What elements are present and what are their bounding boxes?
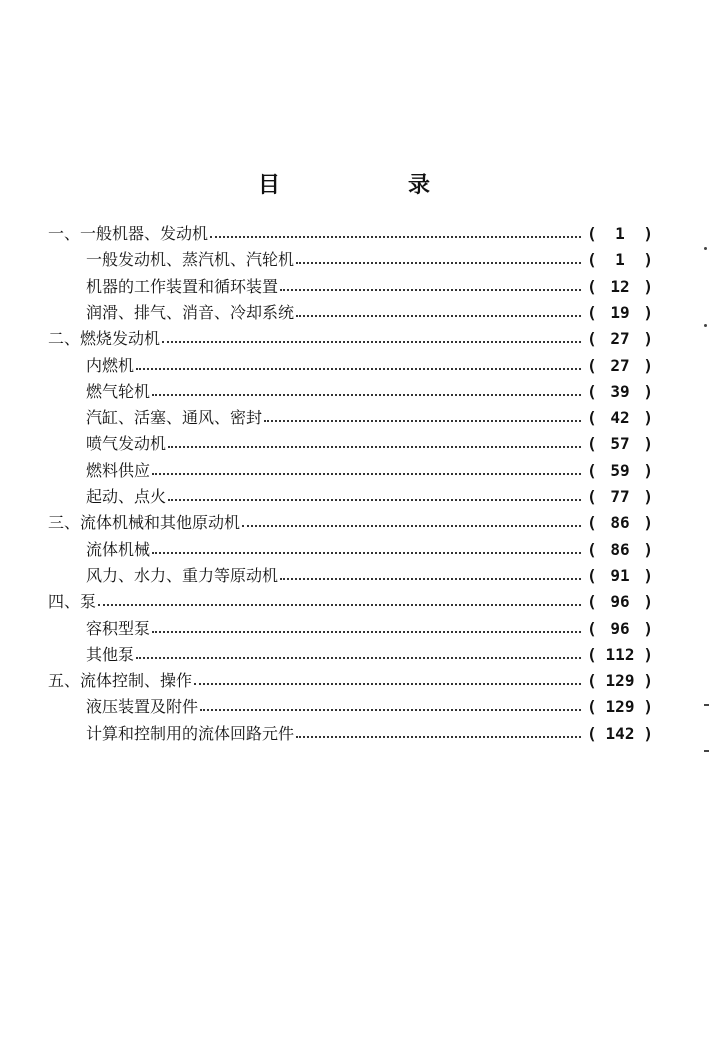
- toc-entry-label: 燃料供应: [86, 460, 151, 480]
- toc-entry-label: 五、流体控制、操作: [48, 671, 193, 691]
- page-number-value: 27: [610, 329, 630, 349]
- toc-entry-label: 三、流体机械和其他原动机: [48, 513, 241, 533]
- page-title: [0, 168, 713, 202]
- page-number-value: 1: [615, 224, 625, 243]
- toc-entry: [0, 510, 713, 536]
- toc-entry-label: 机器的工作装置和循环装置: [86, 276, 279, 296]
- page-number: [587, 694, 653, 720]
- dot-leader: [194, 681, 581, 685]
- page-number-value: 112: [605, 644, 635, 664]
- page-number-value: 27: [610, 355, 630, 375]
- dot-leader: [152, 550, 581, 554]
- page-number-open-paren: (: [587, 224, 597, 243]
- page-number-close-paren: ): [643, 592, 653, 612]
- page-number-close-paren: ): [643, 381, 653, 401]
- dot-leader: [280, 576, 581, 580]
- page-number: [587, 484, 653, 510]
- page-number-close-paren: ): [643, 513, 653, 533]
- page-title-char-2: 录: [408, 173, 431, 198]
- page-number-close-paren: ): [643, 487, 653, 506]
- page-number: [587, 721, 653, 747]
- page-number-value: 91: [610, 565, 630, 585]
- toc-entry: [0, 353, 713, 379]
- page-number-close-paren: ): [643, 671, 653, 691]
- scan-speck: [704, 750, 709, 752]
- dot-leader: [210, 234, 581, 238]
- scan-speck: [704, 247, 707, 250]
- page-number: [587, 458, 653, 484]
- page-number-open-paren: (: [587, 460, 597, 480]
- toc-entry: [0, 221, 713, 247]
- dot-leader: [162, 339, 581, 343]
- toc-entry: [0, 379, 713, 405]
- page-number-value: 86: [610, 539, 630, 559]
- toc-entry-label: 一、一般机器、发动机: [48, 224, 209, 243]
- toc-entry: [0, 247, 713, 273]
- toc-entry-label: 流体机械: [86, 539, 151, 559]
- toc-entry: [0, 405, 713, 431]
- scan-speck: [704, 704, 709, 706]
- page-number-close-paren: ): [643, 618, 653, 638]
- toc-entry-label: 四、泵: [48, 592, 97, 612]
- toc-entry-label: 喷气发动机: [86, 434, 167, 454]
- toc-entry: [0, 694, 713, 720]
- page-number-open-paren: (: [587, 355, 597, 375]
- page-number-close-paren: ): [643, 224, 653, 243]
- page-number-value: 129: [605, 697, 635, 717]
- page-number: [587, 221, 653, 247]
- page-number-close-paren: ): [643, 355, 653, 375]
- page-number-value: 1: [615, 250, 625, 270]
- toc-entry-label: 风力、水力、重力等原动机: [86, 565, 279, 585]
- dot-leader: [280, 287, 581, 291]
- page-number: [587, 353, 653, 379]
- dot-leader: [152, 629, 581, 633]
- toc-entry-label: 液压装置及附件: [86, 697, 199, 717]
- page-number-value: 129: [605, 671, 635, 691]
- toc-entry: [0, 668, 713, 694]
- page-number: [587, 326, 653, 352]
- page-number-open-paren: (: [587, 302, 597, 322]
- toc-entry: [0, 721, 713, 747]
- dot-leader: [242, 523, 581, 527]
- dot-leader: [152, 392, 581, 396]
- page-number-open-paren: (: [587, 434, 597, 454]
- toc-entry: [0, 616, 713, 642]
- toc-entry: [0, 537, 713, 563]
- page-number-open-paren: (: [587, 723, 597, 743]
- page-number: [587, 616, 653, 642]
- page-number-value: 59: [610, 460, 630, 480]
- page-number-close-paren: ): [643, 250, 653, 270]
- page-number: [587, 563, 653, 589]
- page-number-close-paren: ): [643, 539, 653, 559]
- page-number-close-paren: ): [643, 565, 653, 585]
- page-number: [587, 405, 653, 431]
- dot-leader: [168, 444, 581, 448]
- page-number-open-paren: (: [587, 618, 597, 638]
- page-number-open-paren: (: [587, 697, 597, 717]
- page-number: [587, 668, 653, 694]
- page-number-close-paren: ): [643, 329, 653, 349]
- page-number: [587, 642, 653, 668]
- toc-entry: [0, 274, 713, 300]
- dot-leader: [168, 497, 581, 501]
- toc-entry-label: 润滑、排气、消音、冷却系统: [86, 302, 295, 322]
- page-number-value: 39: [610, 381, 630, 401]
- toc-entry-label: 燃气轮机: [86, 381, 151, 401]
- toc-entry: [0, 642, 713, 668]
- toc-entry-label: 计算和控制用的流体回路元件: [86, 723, 295, 743]
- page-number-open-paren: (: [587, 250, 597, 270]
- toc-entry-label: 容积型泵: [86, 618, 151, 638]
- page-number: [587, 510, 653, 536]
- page-number-open-paren: (: [587, 487, 597, 506]
- toc-entry-label: 二、燃烧发动机: [48, 329, 161, 349]
- page-number-value: 19: [610, 302, 630, 322]
- page-number-open-paren: (: [587, 539, 597, 559]
- toc-entry: [0, 589, 713, 615]
- page-number: [587, 274, 653, 300]
- page-number-close-paren: ): [643, 408, 653, 428]
- toc-entry: [0, 300, 713, 326]
- toc-entry: [0, 484, 713, 510]
- page-number-value: 142: [605, 723, 635, 743]
- page-number-value: 77: [610, 487, 630, 506]
- scan-speck: [704, 324, 707, 327]
- page-number-value: 96: [610, 592, 630, 612]
- page-number-open-paren: (: [587, 381, 597, 401]
- page-number-open-paren: (: [587, 513, 597, 533]
- toc-entry-label: 汽缸、活塞、通风、密封: [86, 408, 263, 428]
- page-number-open-paren: (: [587, 329, 597, 349]
- page-number-open-paren: (: [587, 671, 597, 691]
- page-number-value: 57: [610, 434, 630, 454]
- page-number-value: 12: [610, 276, 630, 296]
- toc-entry-label: 一般发动机、蒸汽机、汽轮机: [86, 250, 295, 270]
- page-number-open-paren: (: [587, 276, 597, 296]
- toc-entry-label: 起动、点火: [86, 487, 167, 506]
- page-number-close-paren: ): [643, 723, 653, 743]
- page-title-char-1: 目: [258, 173, 281, 198]
- toc-entry: [0, 326, 713, 352]
- page-number: [587, 300, 653, 326]
- page-number-open-paren: (: [587, 565, 597, 585]
- page-number-close-paren: ): [643, 644, 653, 664]
- page-number: [587, 537, 653, 563]
- page-number-open-paren: (: [587, 408, 597, 428]
- dot-leader: [200, 707, 581, 711]
- page-number-close-paren: ): [643, 302, 653, 322]
- page-number-close-paren: ): [643, 460, 653, 480]
- toc-entry: [0, 458, 713, 484]
- dot-leader: [98, 602, 581, 606]
- page-number: [587, 589, 653, 615]
- dot-leader: [264, 418, 581, 422]
- page-number: [587, 247, 653, 273]
- page-number: [587, 431, 653, 457]
- page-number-close-paren: ): [643, 434, 653, 454]
- page-number-value: 42: [610, 408, 630, 428]
- page-number: [587, 379, 653, 405]
- page-number-close-paren: ): [643, 697, 653, 717]
- dot-leader: [296, 734, 581, 738]
- dot-leader: [296, 260, 581, 264]
- page-number-value: 96: [610, 618, 630, 638]
- page-number-open-paren: (: [587, 592, 597, 612]
- page-number-open-paren: (: [587, 644, 597, 664]
- page-number-value: 86: [610, 513, 630, 533]
- toc-entry: [0, 563, 713, 589]
- toc-entry-label: 内燃机: [86, 355, 135, 375]
- page-number-close-paren: ): [643, 276, 653, 296]
- dot-leader: [136, 655, 581, 659]
- toc-entry: [0, 431, 713, 457]
- toc-entry-label: 其他泵: [86, 644, 135, 664]
- dot-leader: [152, 471, 581, 475]
- dot-leader: [136, 366, 581, 370]
- dot-leader: [296, 313, 581, 317]
